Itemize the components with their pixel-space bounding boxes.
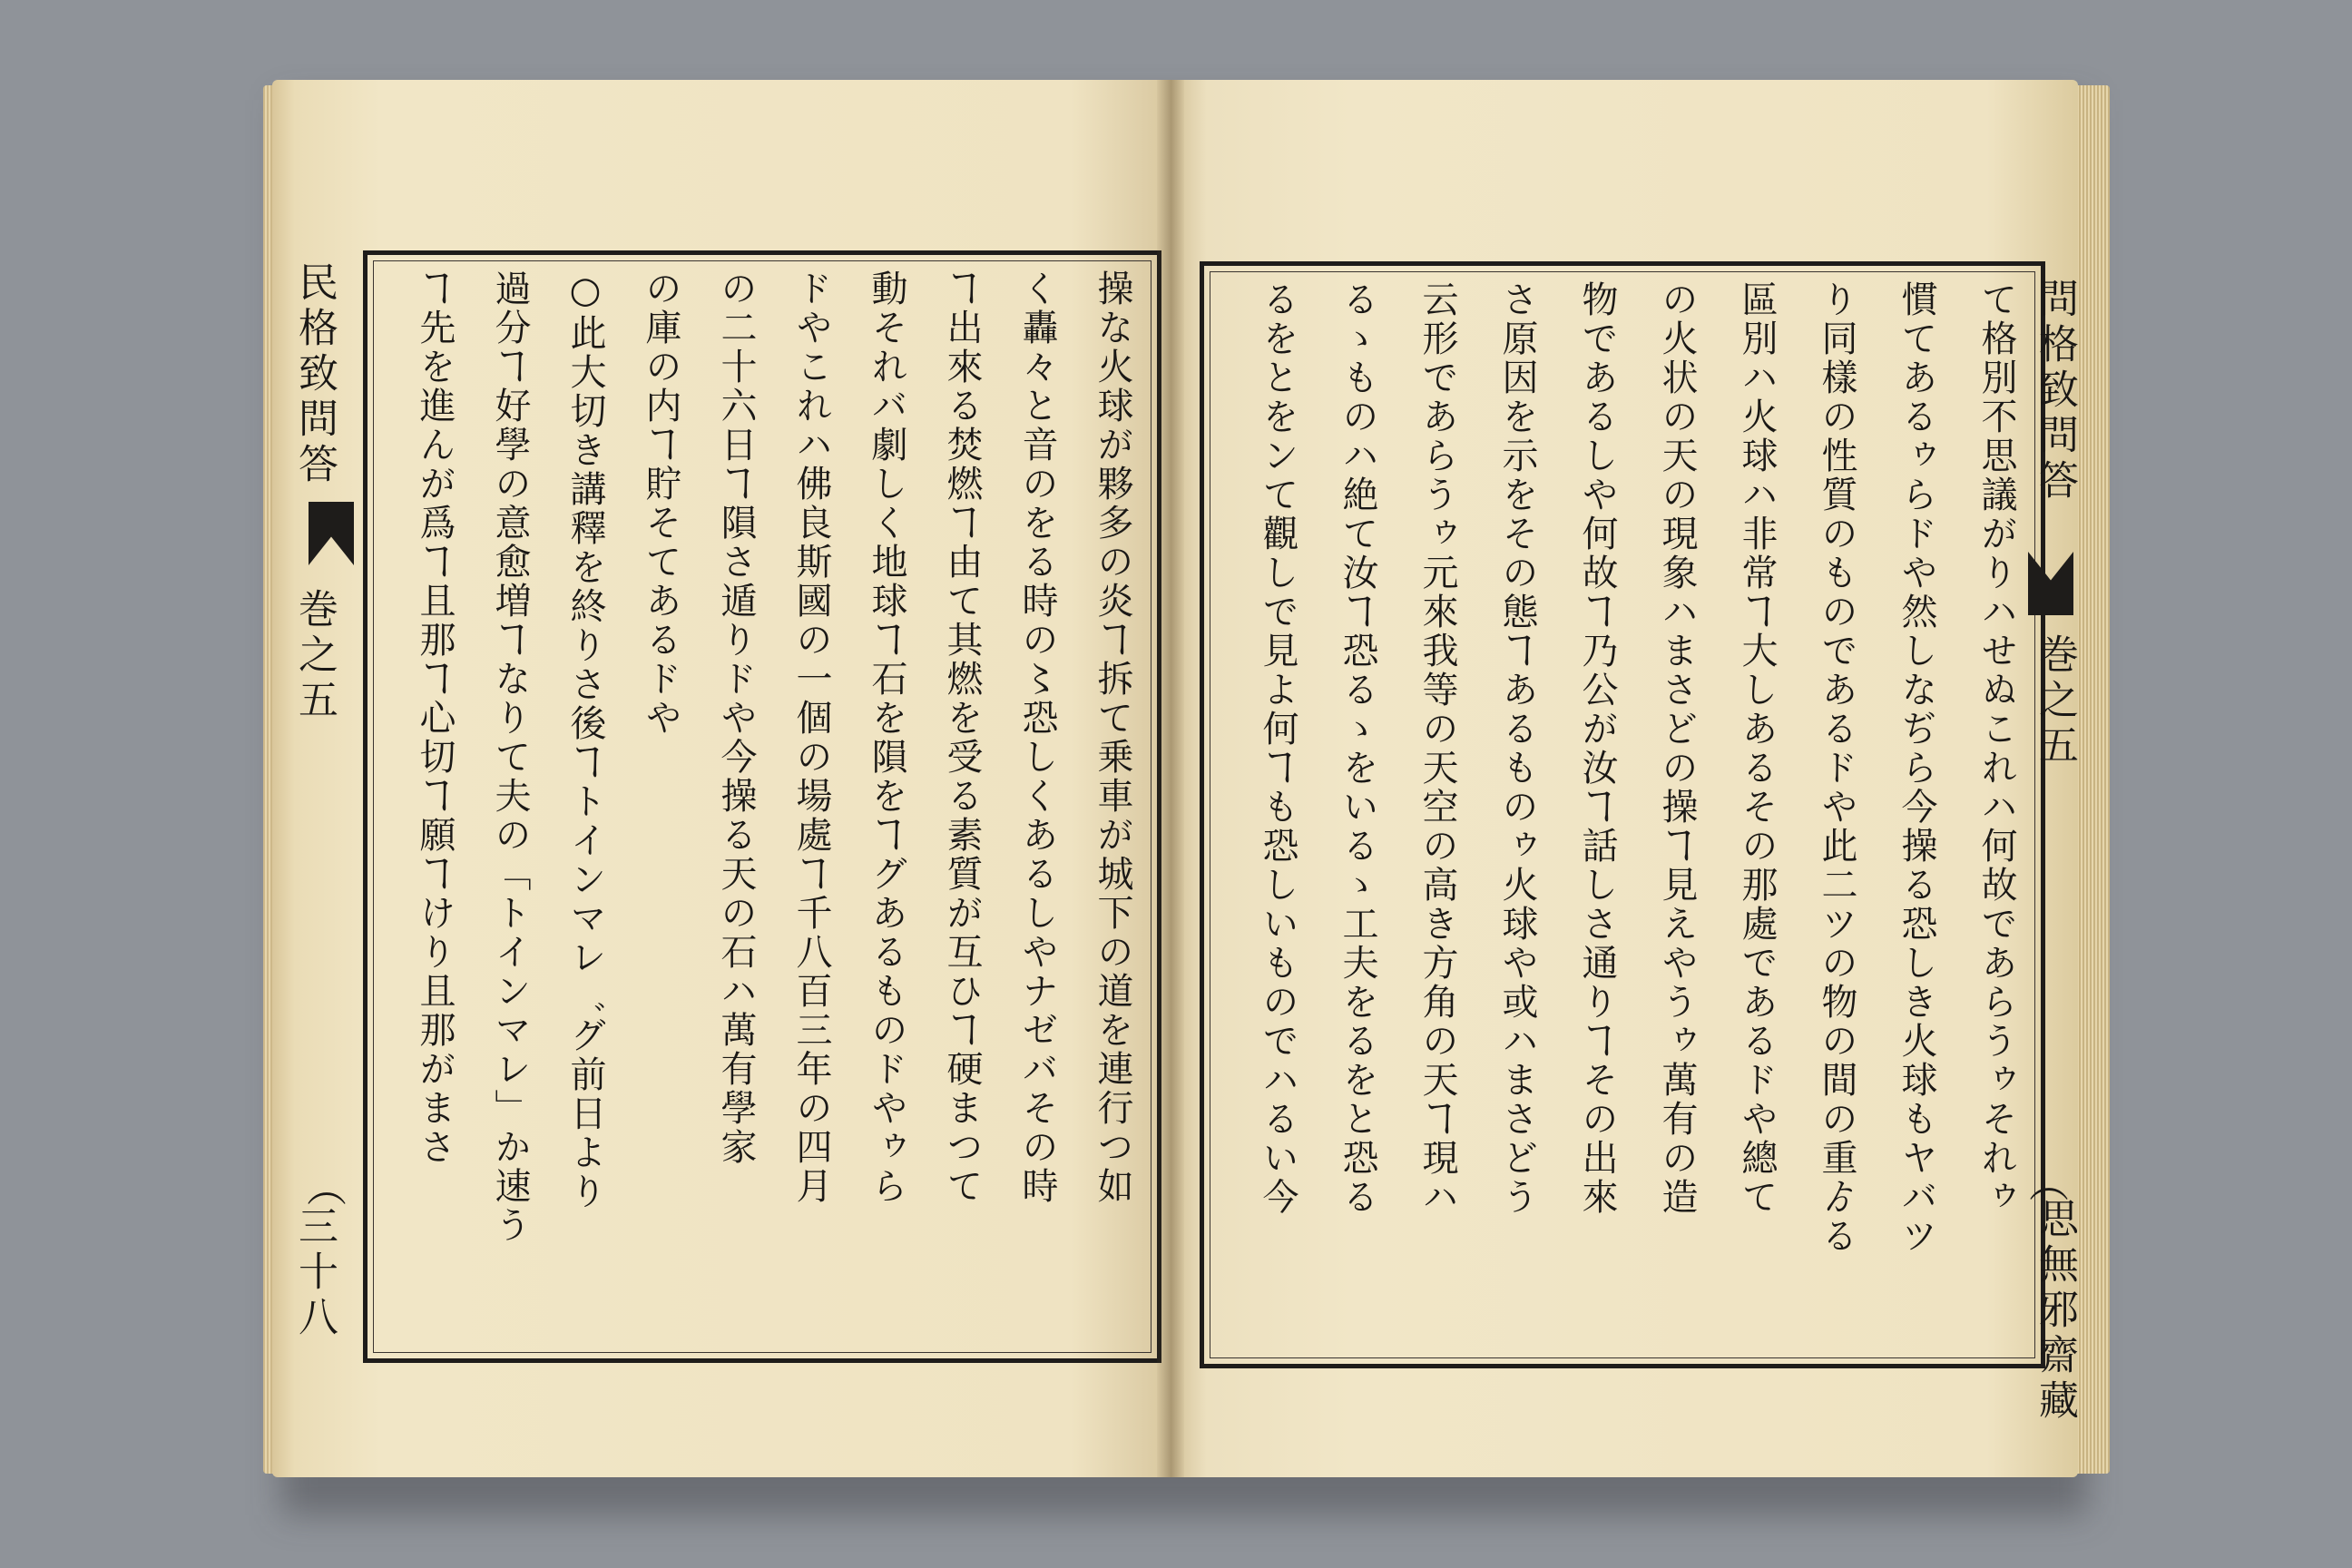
left-page-number-bracket: ︵ — [307, 1165, 347, 1211]
right-page — [1171, 80, 2078, 1477]
right-column: り同樣の性質のものであるドや此二ツの物の間の重ゟる — [1816, 280, 1857, 1256]
left-column: ヿ出來る焚燃ヿ由て其燃を受る素質が互ひヿ硬まつて — [941, 270, 983, 1206]
left-text-frame — [363, 250, 1161, 1363]
publisher-mark: 思無邪齋藏 — [2032, 1198, 2078, 1425]
right-column: るゝものハ絶て汝ヿ恐るゝをいるゝ工夫をるをと恐る — [1337, 280, 1378, 1217]
left-page-number: 三十八 — [291, 1205, 338, 1341]
left-column: ヿ先を進んが爲ヿ且那ヿ心切ヿ願ヿけり且那がまさ — [414, 270, 456, 1167]
left-margin-title: 民格致問答 — [291, 261, 338, 488]
right-column: 區別ハ火球ハ非常ヿ大しあるその那處であるドや總て — [1736, 280, 1778, 1217]
right-column: さ原因を示をその態ヿあるものゥ火球や或ハまさどう — [1496, 280, 1538, 1217]
open-book — [272, 80, 2087, 1504]
right-text-columns — [1222, 280, 2023, 1349]
left-column: く轟々と音のをる時の〻恐しくあるしやナゼバその時 — [1016, 270, 1058, 1206]
right-column: の火状の天の現象ハまさどの操ヿ見えやうゥ萬有の造 — [1656, 280, 1698, 1217]
left-fold-mark-top — [309, 502, 354, 565]
right-column: るをとをンて觀しで見よ何ヿも恐しいものでハるい今 — [1257, 280, 1298, 1217]
book-gutter — [1157, 80, 1184, 1477]
left-column: の二十六日ヿ隕さ遁りドや今操る天の石ハ萬有學家 — [715, 270, 757, 1167]
right-fold-mark — [2028, 552, 2073, 615]
right-column: 物であるしや何故ヿ乃公が汝ヿ話しさ通りヿその出來 — [1576, 280, 1618, 1217]
right-margin-title: 問格致問答 — [2032, 278, 2078, 505]
right-column: て格別不思議がりハせぬこれハ何故であらうゥそれゥ — [1975, 280, 2017, 1217]
left-column: ドやこれハ佛良斯國の一個の場處ヿ千八百三年の四月 — [790, 270, 832, 1206]
left-volume-label: 巻之五 — [291, 588, 338, 724]
right-mark-bracket: ︵ — [2029, 1161, 2069, 1207]
left-column: 動それバ劇しく地球ヿ石を隕をヿグあるものドやゥら — [866, 270, 907, 1206]
right-volume-label: 巻之五 — [2032, 633, 2078, 769]
right-text-frame — [1200, 261, 2045, 1368]
left-text-columns — [386, 270, 1139, 1344]
right-column: 云形であらうゥ元來我等の天空の高き方角の天ヿ現ハ — [1416, 280, 1458, 1217]
left-column: 操な火球が夥多の炎ヿ拆て乗車が城下の道を連行つ如 — [1092, 270, 1133, 1206]
left-page — [272, 80, 1171, 1477]
left-column: ○此大切き講釋を終りさ後ヿトインマレ゛グ前日より — [564, 270, 606, 1211]
left-column: 過分ヿ好學の意愈増ヿなりて夫の「トインマレ」か速う — [489, 270, 531, 1245]
left-column: の庫の内ヿ貯そてあるドや — [640, 270, 681, 738]
right-column: 慣てあるゥらドや然しなぢら今操る恐しき火球もヤバツ — [1896, 280, 1937, 1256]
